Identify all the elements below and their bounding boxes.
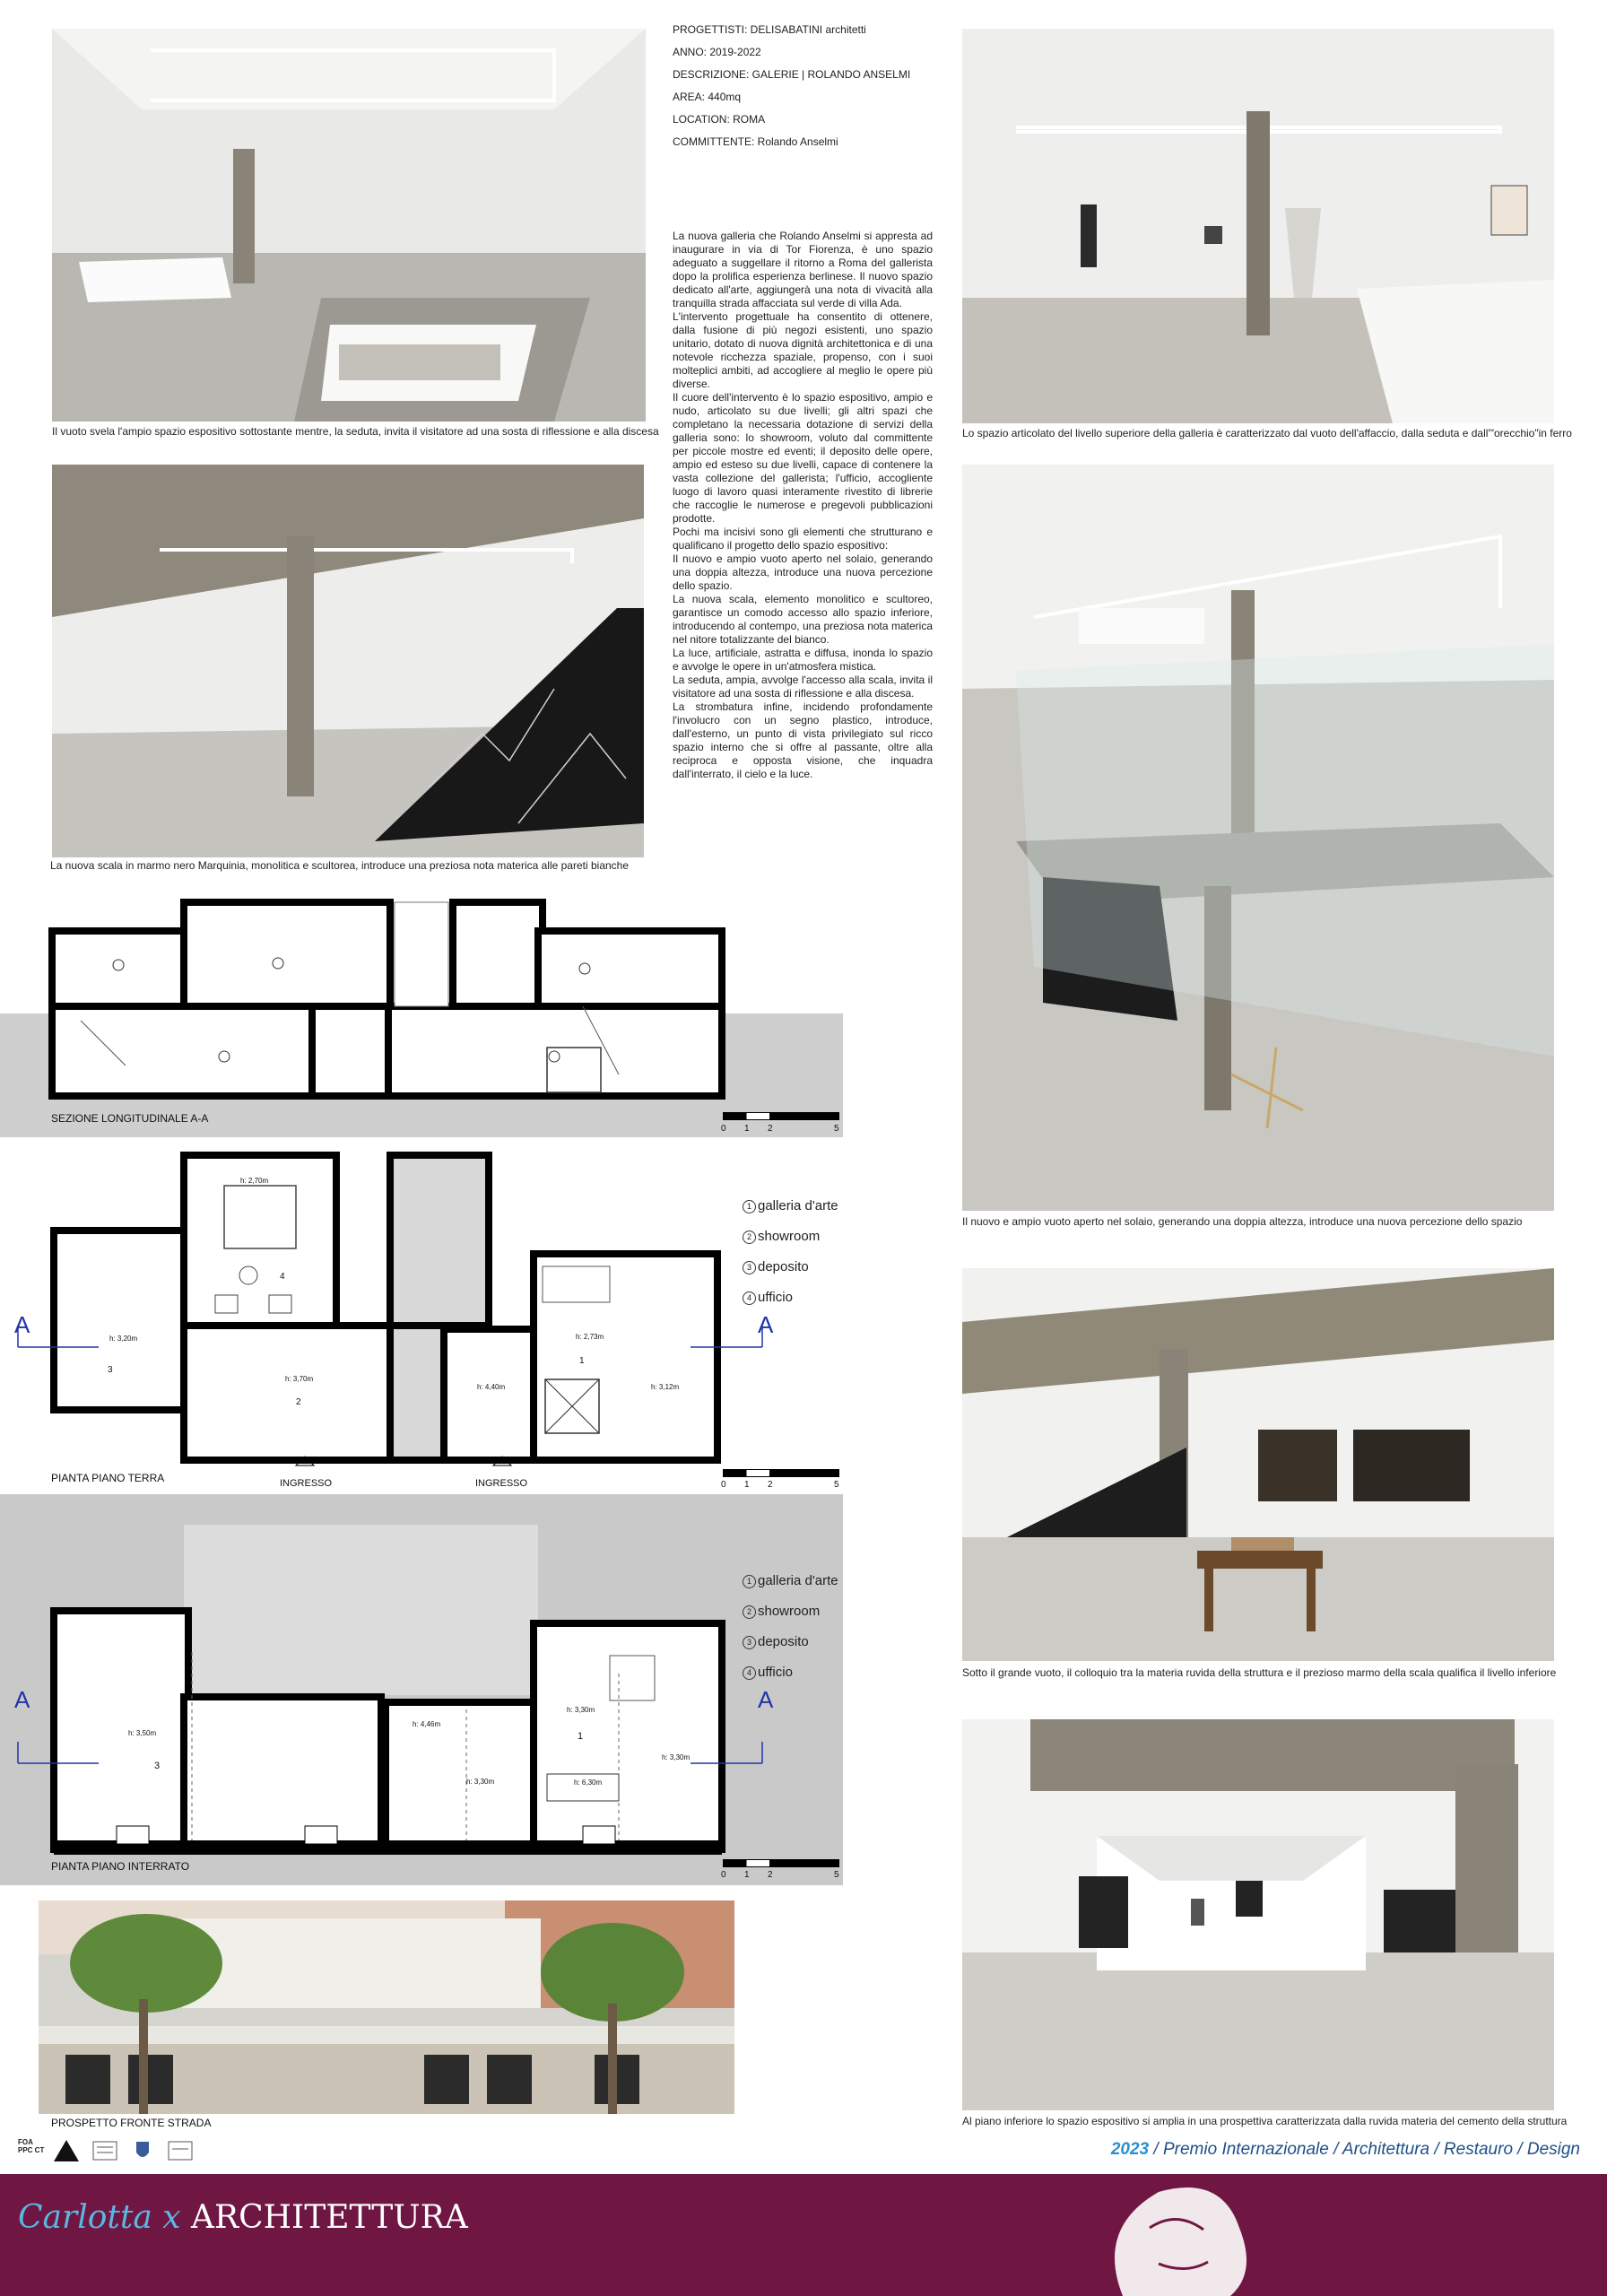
photo-caption: Sotto il grande vuoto, il colloquio tra la materia ruvida della struttura e il prezioso marmo della scala qualifica il livello inferiore [962, 1666, 1557, 1679]
prize-tagline [1111, 2140, 1580, 2160]
brand-main: ARCHITETTURA [191, 2199, 468, 2236]
municipal-crest-icon [127, 2138, 158, 2163]
entrance-label: INGRESSO [280, 1478, 333, 1489]
project-description: DESCRIZIONE: GALERIE | ROLANDO ANSELMI [673, 68, 911, 81]
legend-item: 3 deposito [743, 1627, 838, 1657]
room-height: h: 3,70m [285, 1375, 314, 1383]
body-paragraph: La nuova galleria che Rolando Anselmi si appresta ad inaugurare in via di Tor Fiorenza, è uno spazio adeguato a suggellare il ritorno a Roma del gallerista dopo la prolifica esperienza berlinese. Il nuovo spazio dedicato all'arte, aggiungerà una nota di vivacità alla tranquilla strada affacciata sul verde di villa Ada. [673, 230, 933, 309]
room-number: 2 [296, 1397, 301, 1407]
basement-plan-title: PIANTA PIANO INTERRATO [51, 1860, 190, 1873]
photo-marble-staircase [52, 465, 644, 857]
prize-text: / Premio Internazionale / Architettura / Restauro / Design [1153, 2140, 1580, 2159]
section-title: SEZIONE LONGITUDINALE A-A [51, 1112, 209, 1125]
scale-bar-label: 2 [768, 1480, 773, 1490]
scale-bar-label: 5 [834, 1480, 839, 1490]
entrance-label: INGRESSO [475, 1478, 528, 1489]
body-paragraph: La luce, artificiale, astratta e diffusa, inonda lo spazio e avvolge le opere in un'atmosfera mistica. [673, 647, 933, 673]
room-height: h: 6,30m [574, 1779, 603, 1787]
room-height: h: 3,30m [662, 1753, 691, 1761]
scale-bar [723, 1112, 839, 1120]
body-paragraph: L'intervento progettuale ha consentito di ottenere, dalla fusione di più negozi esistenti, uno spazio unitario, dotato di nuova dignità architettonica e di una notevole ricchezza spaziale, propenso, con i suoi molteplici ambiti, ad accogliere al meglio le opere più diverse. [673, 310, 933, 390]
facade-title: PROSPETTO FRONTE STRADA [51, 2117, 212, 2129]
room-number: 3 [108, 1365, 113, 1375]
scale-bar-label: 2 [768, 1124, 773, 1134]
photo-upper-void-seating [52, 29, 646, 422]
scale-bar-label: 5 [834, 1124, 839, 1134]
photo-caption: Lo spazio articolato del livello superiore della galleria è caratterizzato dal vuoto dell'affaccio, dalla seduta e dall'"orecchio"in ferro [962, 427, 1572, 439]
legend-item: 1 galleria d'arte [743, 1566, 838, 1596]
project-architects: PROGETTISTI: DELISABATINI architetti [673, 23, 866, 36]
photo-caption: Al piano inferiore lo spazio espositivo si amplia in una prospettiva caratterizzata dalla ruvida materia del cemento della struttura [962, 2115, 1568, 2127]
basement-floor-plan [0, 1494, 843, 1885]
room-number: 1 [578, 1731, 584, 1742]
scale-bar [723, 1469, 839, 1477]
room-legend [743, 1191, 838, 1313]
body-paragraph: Il cuore dell'intervento è lo spazio espositivo, ampio e nudo, articolato su due livelli; gli altri spazi che completano la necessaria dotazione di servizi della galleria sono: lo showroom, voluto dal committente per piccole mostre ed eventi; il deposito delle opere, ampio ed esteso su due livelli, capace di contenere la vasta collezione del gallerista; l'ufficio, accogliente luogo di lavoro quasi interamente rivestito di librerie che raccoglie le numerose e pregevoli pubblicazioni prodotte. [673, 391, 933, 525]
legend-item: 4 ufficio [743, 1657, 838, 1688]
room-height: h: 3,30m [466, 1778, 495, 1786]
project-description-text [673, 230, 933, 781]
legend-item: 1 galleria d'arte [743, 1191, 838, 1222]
project-location: LOCATION: ROMA [673, 113, 766, 126]
section-marker-right: A [758, 1311, 774, 1338]
photo-upper-level-overview [962, 29, 1554, 423]
room-height: h: 4,40m [477, 1383, 506, 1391]
room-height: h: 2,70m [240, 1177, 269, 1185]
body-paragraph: La nuova scala, elemento monolitico e scultoreo, garantisce un comodo accesso allo spazio inferiore, introducendo al contempo, una preziosa nota materica nel nitore totalizzante del bianco. [673, 593, 933, 646]
photo-street-facade [39, 1900, 734, 2114]
legend-item: 2 showroom [743, 1596, 838, 1627]
room-number: 4 [280, 1272, 285, 1282]
room-height: h: 3,30m [567, 1706, 595, 1714]
room-legend [743, 1566, 838, 1688]
scale-bar-label: 2 [768, 1870, 773, 1880]
sponsor-logos [18, 2138, 195, 2163]
project-info [673, 23, 942, 158]
legend-item: 4 ufficio [743, 1283, 838, 1313]
scale-bar-label: 1 [744, 1870, 750, 1880]
room-number: 1 [579, 1356, 585, 1366]
room-height: h: 3,12m [651, 1383, 680, 1391]
project-client: COMMITTENTE: Rolando Anselmi [673, 135, 838, 148]
scale-bar-label: 1 [744, 1480, 750, 1490]
body-paragraph: La seduta, ampia, avvolge l'accesso alla scala, invita il visitatore ad una sosta di riflessione e alla discesa. [673, 674, 933, 700]
institution-logo-icon [90, 2138, 120, 2163]
legend-item: 3 deposito [743, 1252, 838, 1283]
foa-logo: FOA PPC CT [18, 2138, 45, 2154]
room-height: h: 4,46m [413, 1720, 441, 1728]
project-year: ANNO: 2019-2022 [673, 46, 761, 58]
ground-floor-plan [0, 1150, 843, 1491]
scale-bar-label: 1 [744, 1124, 750, 1134]
photo-caption: La nuova scala in marmo nero Marquinia, monolitica e scultorea, introduce una preziosa nota materica alle pareti bianche [50, 859, 630, 872]
ground-plan-title: PIANTA PIANO TERRA [51, 1472, 165, 1484]
body-paragraph: Il nuovo e ampio vuoto aperto nel solaio, generando una doppia altezza, introduce una nuova percezione dello spazio. [673, 552, 933, 592]
room-number: 3 [154, 1761, 161, 1771]
scale-bar-label: 0 [721, 1870, 726, 1880]
photo-lower-level-stair [962, 1268, 1554, 1661]
body-paragraph: La strombatura infine, incidendo profondamente l'involucro con un segno plastico, introduce, dall'esterno, un punto di vista privilegiato sul ricco spazio interno che si offre al passante, oltre alla reciproca e opposta visione, che inquadra dall'interrato, il cielo e la luce. [673, 700, 933, 780]
brand-script: Carlotta x [18, 2199, 181, 2236]
project-area: AREA: 440mq [673, 91, 742, 103]
photo-lower-level-perspective [962, 1719, 1554, 2110]
portrait-illustration-icon [1015, 2174, 1374, 2296]
scale-bar-label: 0 [721, 1480, 726, 1490]
legend-item: 2 showroom [743, 1222, 838, 1252]
scale-bar-label: 5 [834, 1870, 839, 1880]
scale-bar [723, 1859, 839, 1867]
photo-caption: Il nuovo e ampio vuoto aperto nel solaio, generando una doppia altezza, introduce una nuova percezione dello spazio [962, 1215, 1523, 1228]
triangle-logo-icon [52, 2138, 83, 2163]
scale-bar-label: 0 [721, 1124, 726, 1134]
longitudinal-section-drawing [0, 895, 843, 1137]
section-marker-right: A [758, 1686, 774, 1713]
section-marker-left: A [14, 1686, 30, 1713]
photo-double-height-void [962, 465, 1554, 1211]
room-height: h: 3,20m [109, 1335, 138, 1343]
photo-caption: Il vuoto svela l'ampio spazio espositivo sottostante mentre, la seduta, invita il visitatore ad una sosta di riflessione e alla discesa [52, 425, 659, 438]
institution-logo-icon [165, 2138, 195, 2163]
body-paragraph: Pochi ma incisivi sono gli elementi che strutturano e qualificano il progetto dello spazio espositivo: [673, 526, 933, 552]
prize-year: 2023 [1110, 2140, 1150, 2159]
room-height: h: 2,73m [576, 1333, 604, 1341]
room-height: h: 3,50m [128, 1729, 157, 1737]
brand-wordmark [18, 2199, 468, 2236]
section-marker-left: A [14, 1311, 30, 1338]
